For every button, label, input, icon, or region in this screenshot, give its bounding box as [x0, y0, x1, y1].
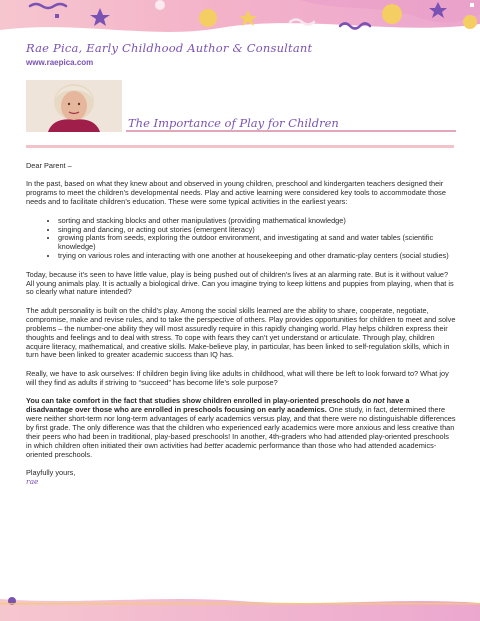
body-text: One study, in fact, determined there were neither short-term nor long-term advantages of early academics versus play, and that there were no distinguishable differences by first grade. The only difference was that the children who experienced early academics were more anxious and less creative than their peers who had been in traditional, play-based preschools! In another, 4th-graders who had attended play-oriented preschools in which children often initiated their own activities had	[26, 405, 456, 450]
italic-text: better	[204, 440, 224, 450]
signature: rae	[26, 476, 39, 486]
letter-body	[26, 162, 456, 487]
author-name: Rae Pica, Early Childhood Author & Consultant	[26, 41, 313, 55]
bold-text: You can take comfort in the fact that studies show children enrolled in play-oriented preschools do	[26, 396, 374, 406]
title-divider	[126, 130, 456, 132]
italic-text: not	[373, 396, 385, 406]
salutation: Dear Parent –	[26, 161, 72, 170]
circle-decoration	[199, 9, 217, 27]
author-photo	[26, 80, 122, 132]
activity-list	[26, 217, 456, 262]
list-item: • sorting and stacking blocks and other manipulatives (providing mathematical knowledge)	[58, 217, 456, 226]
top-decorative-banner	[0, 0, 480, 36]
list-item: • singing and dancing, or acting out stories (emergent literacy)	[58, 226, 456, 235]
closing: Playfully yours,	[26, 467, 76, 477]
body-text: academic performance than those who had attended academics-oriented preschools.	[26, 440, 437, 459]
circle-decoration	[155, 0, 165, 10]
list-item: • growing plants from seeds, exploring the outdoor environment, and investigating at sand and water tables (scientific knowledge)	[58, 234, 456, 252]
paragraph: In the past, based on what they knew about and observed in young children, preschool and kindergarten teachers designed their programs to meet the children’s developmental needs. Play and active learning were considered key tools to accommodate those needs and to facilitate children’s education. These were some typical activities in the earliest years:	[26, 179, 446, 207]
bottom-decorative-banner	[0, 593, 480, 621]
circle-decoration	[463, 15, 477, 29]
website-link[interactable]: www.raepica.com	[26, 58, 94, 67]
list-item: • trying on various roles and interacting with one another at housekeeping and other dramatic-play centers (social studies)	[58, 252, 456, 261]
circle-decoration	[382, 4, 402, 24]
paragraph: The adult personality is built on the child’s play. Among the social skills learned are the ability to share, cooperate, negotiate, compromise, make and revise rules, and to take the perspective of others. Play provides opportunities for children to meet and solve problems – the number-one ability they will most assuredly require in this rapidly changing world. Play helps children express their thoughts and feelings and to deal with stress. To cope with fears they can’t yet understand or articulate. Through play, children acquire literacy, mathematical, and creative skills. Make-believe play, in particular, has been linked to self-regulation skills, which in turn have been linked to greater academic success than IQ has.	[26, 305, 456, 360]
page-title: The Importance of Play for Children	[128, 116, 339, 130]
paragraph	[26, 397, 456, 459]
paragraph: Really, we have to ask ourselves: If children begin living like adults in childhood, what will there be left to look forward to? What joy will they find as adults if striving to “succeed” has become life’s sole purpose?	[26, 368, 449, 387]
header-divider	[26, 145, 454, 148]
paragraph: Today, because it’s seen to have little value, play is being pushed out of children’s lives at an alarming rate. But is it without value? All young animals play. It is actually a biological drive. Can you imagine trying to keep kittens and puppies from playing, when that is so clearly what nature intended?	[26, 269, 454, 297]
bold-text: have a disadvantage over those who are enrolled in preschools focusing on early academics.	[26, 396, 410, 415]
